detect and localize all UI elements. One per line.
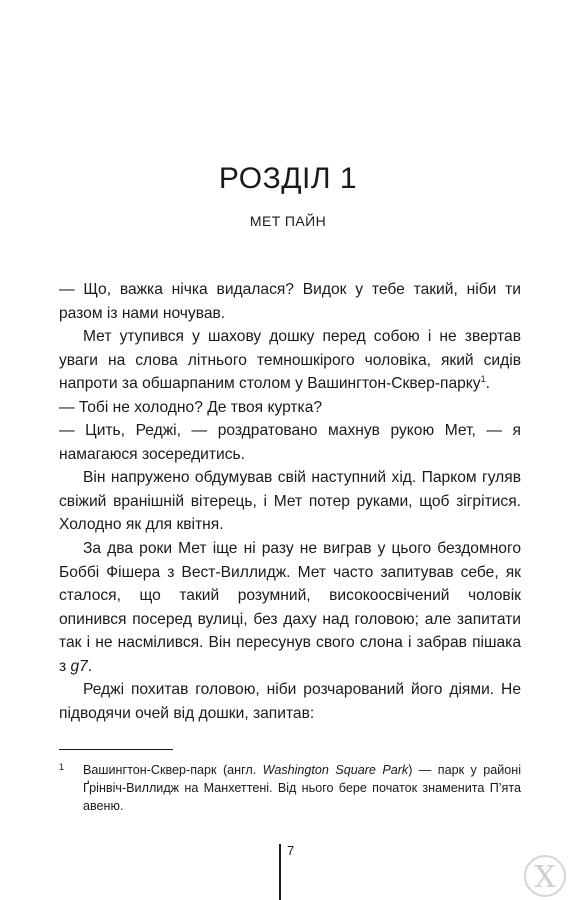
footnote-mark: 1 bbox=[59, 762, 65, 772]
watermark-logo-icon: X bbox=[524, 855, 566, 897]
footnote-text: Вашингтон-Сквер-парк (англ. Washington Square Park) — парк у районі Ґрінвіч-Виллидж на Манхеттені. Від нього бере початок знаменита П’ята авеню. bbox=[83, 763, 521, 813]
paragraph: За два роки Мет іще ні разу не виграв у цього бездомного Боббі Фішера з Вест-Виллидж. Мет часто запитував себе, як сталося, що такий розумний, високоосвічений чоловік опинився посеред вулиці, без даху над головою; але запитати так і не насмілився. Він пересунув свого слона і забрав пішака з g7. bbox=[59, 540, 521, 675]
footnote-reference[interactable]: 1 bbox=[480, 374, 486, 384]
footnote bbox=[59, 761, 521, 815]
chapter-title: РОЗДІЛ 1 bbox=[218, 162, 358, 195]
paragraph: Він напружено обдумував свій наступний хід. Парком гуляв свіжий вранішній вітерець, і Мет потер руками, щоб зігрітися. Холодно як для квітня. bbox=[59, 469, 521, 534]
paragraph: — Що, важка нічка видалася? Видок у тебе такий, ніби ти разом із нами ночував. bbox=[59, 281, 521, 322]
chapter-body bbox=[59, 278, 521, 725]
page-number-rule bbox=[279, 844, 281, 900]
paragraph: — Тобі не холодно? Де твоя куртка? bbox=[59, 398, 323, 416]
page-number: 7 bbox=[287, 843, 295, 858]
paragraph: — Цить, Реджі, — роздратовано махнув рукою Мет, — я намагаюся зосередитись. bbox=[59, 422, 521, 463]
paragraph: Мет утупився у шахову дошку перед собою і не звертав уваги на слова літнього темношкірого чоловіка, який сидів напроти за обшарпаним столом у Вашингтон-Сквер-парку$^1$. bbox=[59, 328, 521, 393]
paragraph: Реджі похитав головою, ніби розчарований його діями. Не підводячи очей від дошки, запитав: bbox=[59, 681, 521, 722]
footnote-divider bbox=[59, 749, 173, 750]
chapter-subtitle: МЕТ ПАЙН bbox=[249, 213, 327, 229]
